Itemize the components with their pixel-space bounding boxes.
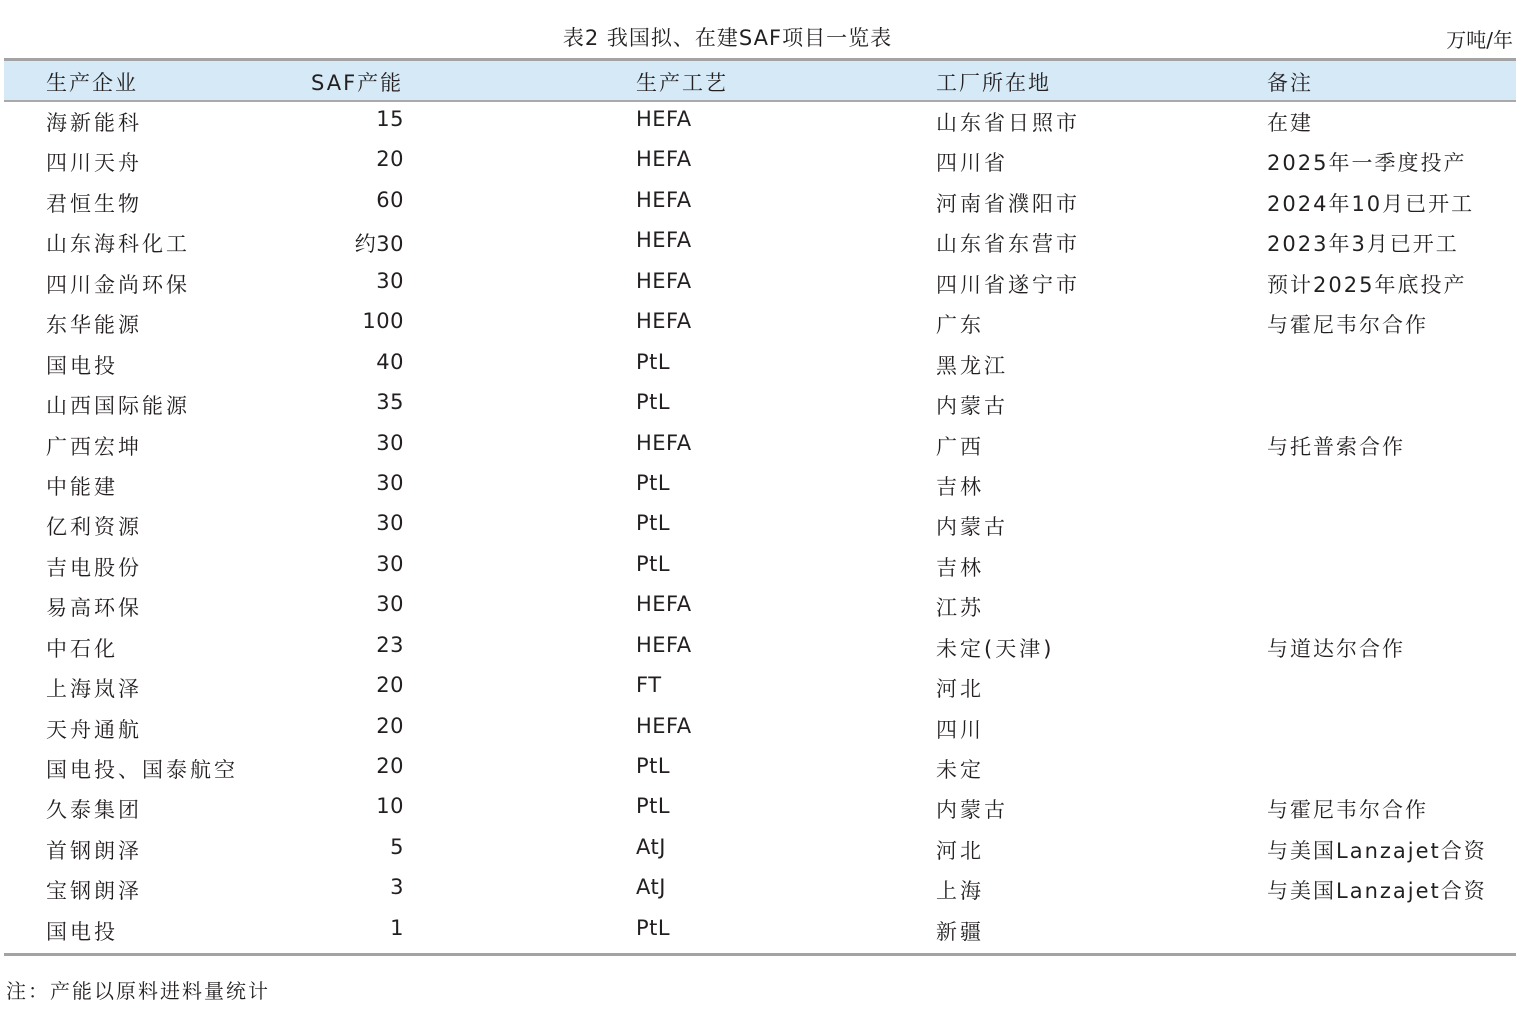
table-row: [4, 829, 1516, 869]
cell-process: HEFA: [636, 430, 692, 455]
cell-capacity: 20: [376, 754, 404, 778]
cell-note: 与霍尼韦尔合作: [1267, 798, 1428, 823]
cell-capacity: 约30: [354, 232, 404, 257]
cell-process: HEFA: [636, 147, 692, 172]
cell-location: 广东: [936, 313, 984, 338]
cell-company: 君恒生物: [46, 191, 142, 216]
table-row: [4, 869, 1516, 909]
cell-capacity: 30: [376, 268, 404, 293]
table-row: [4, 384, 1516, 424]
cell-capacity: 30: [376, 551, 404, 576]
cell-company: 山东海科化工: [46, 232, 190, 257]
cell-process: PtL: [636, 915, 671, 940]
cell-location: 广西: [936, 434, 984, 459]
table-title: 表2 我国拟、在建SAF项目一览表: [562, 26, 893, 50]
cell-capacity: 100: [362, 309, 404, 334]
table-row: [4, 788, 1516, 828]
table-row: [4, 667, 1516, 707]
table-row: [4, 546, 1516, 586]
cell-company: 海新能科: [46, 111, 142, 135]
table-row: [4, 344, 1516, 384]
table-body: [4, 101, 1516, 950]
cell-capacity: 30: [376, 470, 404, 495]
cell-process: PtL: [636, 511, 671, 536]
cell-company: 中能建: [46, 474, 118, 499]
cell-location: 山东省日照市: [936, 111, 1080, 135]
cell-note: 2024年10月已开工: [1267, 191, 1475, 216]
cell-location: 未定: [936, 758, 984, 782]
cell-note: 在建: [1267, 111, 1313, 135]
cell-location: 四川省遂宁市: [936, 272, 1080, 297]
table-row: [4, 182, 1516, 222]
cell-location: 四川省: [936, 151, 1008, 176]
cell-process: PtL: [636, 349, 671, 374]
cell-location: 河北: [936, 677, 984, 702]
cell-location: 新疆: [936, 919, 984, 944]
cell-capacity: 30: [376, 511, 404, 536]
cell-company: 四川天舟: [46, 151, 142, 176]
cell-capacity: 30: [376, 592, 404, 617]
cell-process: HEFA: [636, 713, 692, 738]
cell-company: 宝钢朗泽: [46, 879, 142, 904]
cell-capacity: 20: [376, 673, 404, 698]
cell-location: 未定(天津): [936, 636, 1055, 661]
table-row: [4, 627, 1516, 667]
cell-process: HEFA: [636, 632, 692, 657]
cell-location: 内蒙古: [936, 798, 1008, 823]
cell-capacity: 15: [376, 107, 404, 131]
cell-process: PtL: [636, 390, 671, 415]
table-row: [4, 465, 1516, 505]
cell-capacity: 35: [376, 390, 404, 415]
header-note: 备注: [1267, 71, 1313, 95]
cell-location: 上海: [936, 879, 984, 904]
cell-location: 吉林: [936, 474, 984, 499]
cell-location: 江苏: [936, 596, 984, 621]
cell-company: 四川金尚环保: [46, 272, 190, 297]
cell-process: HEFA: [636, 592, 692, 617]
header-capacity: SAF产能: [311, 71, 404, 95]
cell-location: 河南省濮阳市: [936, 191, 1080, 216]
table-row: [4, 222, 1516, 262]
cell-company: 亿利资源: [46, 515, 142, 540]
table-row: [4, 505, 1516, 545]
cell-process: PtL: [636, 551, 671, 576]
table-row: [4, 425, 1516, 465]
cell-company: 国电投、国泰航空: [46, 758, 238, 782]
table-row: [4, 303, 1516, 343]
cell-company: 天舟通航: [46, 717, 142, 742]
cell-process: HEFA: [636, 187, 692, 212]
header-process: 生产工艺: [636, 71, 728, 95]
cell-note: 与道达尔合作: [1267, 636, 1405, 661]
cell-note: 与霍尼韦尔合作: [1267, 313, 1428, 338]
table-row: [4, 586, 1516, 626]
table-row: [4, 141, 1516, 181]
cell-capacity: 60: [376, 187, 404, 212]
cell-location: 黑龙江: [936, 353, 1008, 378]
cell-capacity: 20: [376, 147, 404, 172]
cell-company: 广西宏坤: [46, 434, 142, 459]
table-row: [4, 708, 1516, 748]
cell-note: 2023年3月已开工: [1267, 232, 1459, 257]
unit-label: 万吨/年: [1446, 28, 1513, 52]
table-row: [4, 101, 1516, 141]
table-row: [4, 263, 1516, 303]
cell-company: 国电投: [46, 919, 118, 944]
cell-company: 首钢朗泽: [46, 838, 142, 863]
cell-process: PtL: [636, 754, 671, 778]
cell-note: 与美国Lanzajet合资: [1267, 838, 1487, 863]
cell-process: HEFA: [636, 309, 692, 334]
header-location: 工厂所在地: [936, 71, 1051, 95]
cell-capacity: 23: [376, 632, 404, 657]
cell-capacity: 20: [376, 713, 404, 738]
cell-process: AtJ: [636, 875, 666, 900]
cell-location: 内蒙古: [936, 515, 1008, 540]
cell-company: 国电投: [46, 353, 118, 378]
bottom-rule: [4, 953, 1516, 956]
cell-location: 吉林: [936, 555, 984, 580]
cell-capacity: 40: [376, 349, 404, 374]
cell-company: 东华能源: [46, 313, 142, 338]
cell-location: 山东省东营市: [936, 232, 1080, 257]
cell-capacity: 3: [390, 875, 404, 900]
cell-location: 四川: [936, 717, 984, 742]
cell-capacity: 5: [390, 834, 404, 859]
cell-capacity: 30: [376, 430, 404, 455]
header-company: 生产企业: [46, 71, 138, 95]
cell-process: AtJ: [636, 834, 666, 859]
cell-company: 上海岚泽: [46, 677, 142, 702]
cell-note: 2025年一季度投产: [1267, 151, 1467, 176]
cell-process: FT: [636, 673, 662, 698]
cell-company: 易高环保: [46, 596, 142, 621]
footnote: 注：产能以原料进料量统计: [6, 979, 270, 1003]
cell-process: HEFA: [636, 107, 692, 131]
cell-company: 山西国际能源: [46, 394, 190, 419]
cell-company: 吉电股份: [46, 555, 142, 580]
cell-process: PtL: [636, 470, 671, 495]
cell-process: PtL: [636, 794, 671, 819]
table-row: [4, 748, 1516, 788]
table-row: [4, 910, 1516, 950]
cell-location: 内蒙古: [936, 394, 1008, 419]
cell-company: 久泰集团: [46, 798, 142, 823]
cell-note: 与托普索合作: [1267, 434, 1405, 459]
cell-location: 河北: [936, 838, 984, 863]
table-header: [4, 61, 1516, 102]
cell-capacity: 1: [390, 915, 404, 940]
cell-note: 与美国Lanzajet合资: [1267, 879, 1487, 904]
cell-company: 中石化: [46, 636, 118, 661]
cell-capacity: 10: [376, 794, 404, 819]
cell-process: HEFA: [636, 228, 692, 253]
cell-note: 预计2025年底投产: [1267, 272, 1467, 297]
cell-process: HEFA: [636, 268, 692, 293]
